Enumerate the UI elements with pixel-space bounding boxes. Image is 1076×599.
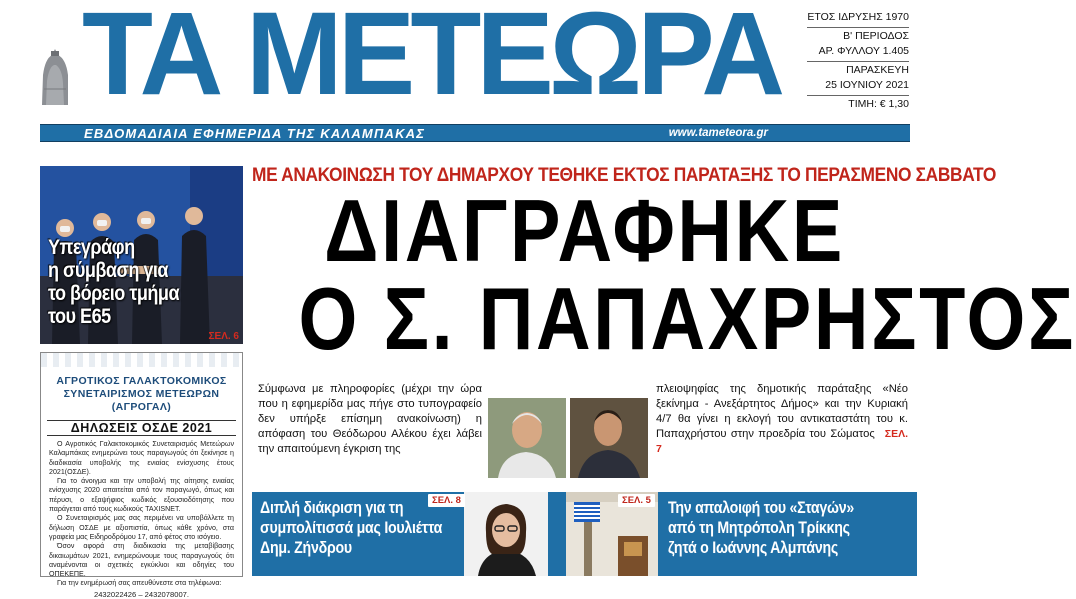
woman-portrait-image: [464, 492, 548, 576]
info-divider: [807, 27, 909, 28]
masthead-title: ΤΑ ΜΕΤΕΩΡΑ: [82, 0, 781, 120]
weekday: ΠΑΡΑΣΚΕΥΗ: [846, 63, 909, 76]
teaser-line: Την απαλοιφή του «Σταγών»: [668, 499, 854, 517]
notice-paragraph: Ο Συνεταιρισμός μας σας περιμένει να υποβάλλετε τη δήλωση ΟΣΔΕ με αξιοπιστία, όπως κάθε χρόνο, στα γραφεία μας Ειδηροδρόμου 17, από φέτος στο ισόγειο.: [49, 514, 234, 541]
meteora-rock-emblem-icon: [40, 45, 70, 107]
page-reference: ΣΕΛ. 6: [208, 331, 239, 342]
page-reference: ΣΕΛ. 8: [428, 494, 465, 507]
story-body-left: Σύμφωνα με πληροφορίες (μέχρι την ώρα που η εφημερίδα μας πήγε στο τυπογραφείο δεν υπήρξε επίσημη ανακοίνωση) η απόφαση του Θεόδωρου Αλέκου έχει λάβει την απαιτούμενη έγκριση της: [258, 383, 482, 456]
period: Β' ΠΕΡΙΟΔΟΣ: [843, 29, 909, 42]
teaser-line: ζητά ο Ιωάννης Αλμπάνης: [668, 539, 838, 557]
teaser-line: συμπολίτισσά μας Ιουλιέττα: [260, 519, 443, 537]
photo-caption: [48, 236, 217, 328]
main-headline[interactable]: [298, 181, 1076, 368]
notice-paragraph: Για το άνοιγμα και την υποβολή της αίτησης ενιαίας ενίσχυσης 2020 απαιτείται από τον παραγωγό, όπως και πέρυσι, ο εξαψήφιος κωδικός εξουσιοδότησης που παράγεται από τους κωδικούς TAXISNET.: [49, 477, 234, 514]
notice-title-line: ΣΥΝΕΤΑΙΡΙΣΜΟΣ ΜΕΤΕΩΡΩΝ (ΑΓΡΟΓΑΛ): [63, 388, 220, 413]
newspaper-subtitle: ΕΒΔΟΜΑΔΙΑΙΑ ΕΦΗΜΕΡΙΔΑ ΤΗΣ ΚΑΛΑΜΠΑΚΑΣ: [84, 126, 426, 141]
notice-body: [49, 440, 234, 599]
issue-number: ΑΡ. ΦΥΛΛΟΥ 1.405: [818, 45, 909, 58]
notice-paragraph: Ο Αγροτικός Γαλακτοκομικός Συνεταιρισμός Μετεώρων Καλαμπάκας ενημερώνει τους παραγωγούς ότι ξεκίνησε η διαδικασία υποβολής της ενιαίας ενίσχυσης έτους 2021(ΟΣΔΕ).: [49, 440, 234, 476]
headline-line: Ο Σ. ΠΑΠΑΧΡΗΣΤΟΣ: [298, 269, 1076, 368]
page-reference: ΣΕΛ. 7: [656, 428, 908, 456]
issue-date: 25 ΙΟΥΝΙΟΥ 2021: [825, 79, 909, 92]
notice-paragraph: Για την ενημέρωσή σας απευθύνεστε στα τηλέφωνα:: [57, 579, 222, 588]
masthead: [0, 0, 917, 122]
page-reference: ΣΕΛ. 5: [618, 494, 655, 507]
e65-photo-teaser[interactable]: [40, 166, 243, 344]
founded-year: ΕΤΟΣ ΙΔΡΥΣΗΣ 1970: [807, 11, 909, 23]
info-divider: [807, 95, 909, 96]
teaser-line: Διπλή διάκριση για τη: [260, 499, 404, 517]
teaser-text: [668, 498, 900, 558]
issue-info: [799, 10, 909, 113]
caption-line: του Ε65: [48, 305, 111, 328]
website-link[interactable]: www.tameteora.gr: [668, 127, 768, 139]
info-divider: [807, 61, 909, 62]
portrait-photo: [464, 492, 548, 576]
teaser-line: από τη Μητρόπολη Τρίκκης: [668, 519, 850, 537]
notice-heading: ΔΗΛΩΣΕΙΣ ΟΣΔΕ 2021: [47, 420, 236, 436]
headline-line: ΔΙΑΓΡΑΦΗΚΕ: [324, 181, 845, 280]
notice-paragraph: Όσον αφορά στη διαδικασία της μεταβίβασης δικαιωμάτων 2021, ενημερώνουμε τους παραγωγούς ότι αναμένονται οι σχετικές εγκύκλιοι και οδηγίες του ΟΠΕΚΕΠΕ.: [49, 542, 234, 579]
notice-title-line: ΑΓΡΟΤΙΚΟΣ ΓΑΛΑΚΤΟΚΟΜΙΚΟΣ: [56, 375, 227, 387]
caption-line: Υπεγράφη: [48, 236, 135, 259]
teaser-text: [260, 498, 466, 558]
decorative-stripe: [41, 353, 242, 367]
caption-line: η σύμβαση για: [48, 259, 168, 282]
notice-phones: 2432022426 – 2432078007.: [93, 589, 190, 599]
two-portraits-photo: [488, 398, 648, 478]
story-body-right: [656, 382, 908, 457]
portraits-image: [488, 398, 648, 478]
subtitle-bar: [40, 124, 910, 142]
notice-title: [49, 375, 234, 414]
teaser-line: Δημ. Ζήνδρου: [260, 539, 352, 557]
agrogal-notice: [40, 352, 243, 599]
stagon-teaser[interactable]: [566, 492, 917, 576]
caption-line: το βόρειο τμήμα: [48, 282, 180, 305]
price: ΤΙΜΗ: € 1,30: [848, 97, 909, 110]
story-kicker: ΜΕ ΑΝΑΚΟΙΝΩΣΗ ΤΟΥ ΔΗΜΑΡΧΟΥ ΤΕΘΗΚΕ ΕΚΤΟΣ ΠΑΡΑΤΑΞΗΣ ΤΟ ΠΕΡΑΣΜΕΝΟ ΣΑΒΒΑΤΟ: [252, 164, 997, 186]
story-text: πλειοψηφίας της δημοτικής παράταξης «Νέο ξεκίνημα - Ανεξάρτητος Δήμος» και την Κυριακή 4/7 θα γίνει η εκλογή του αντικαταστάτη του κ. Παπαχρήστου στην προεδρία του Σώματος: [656, 383, 908, 441]
